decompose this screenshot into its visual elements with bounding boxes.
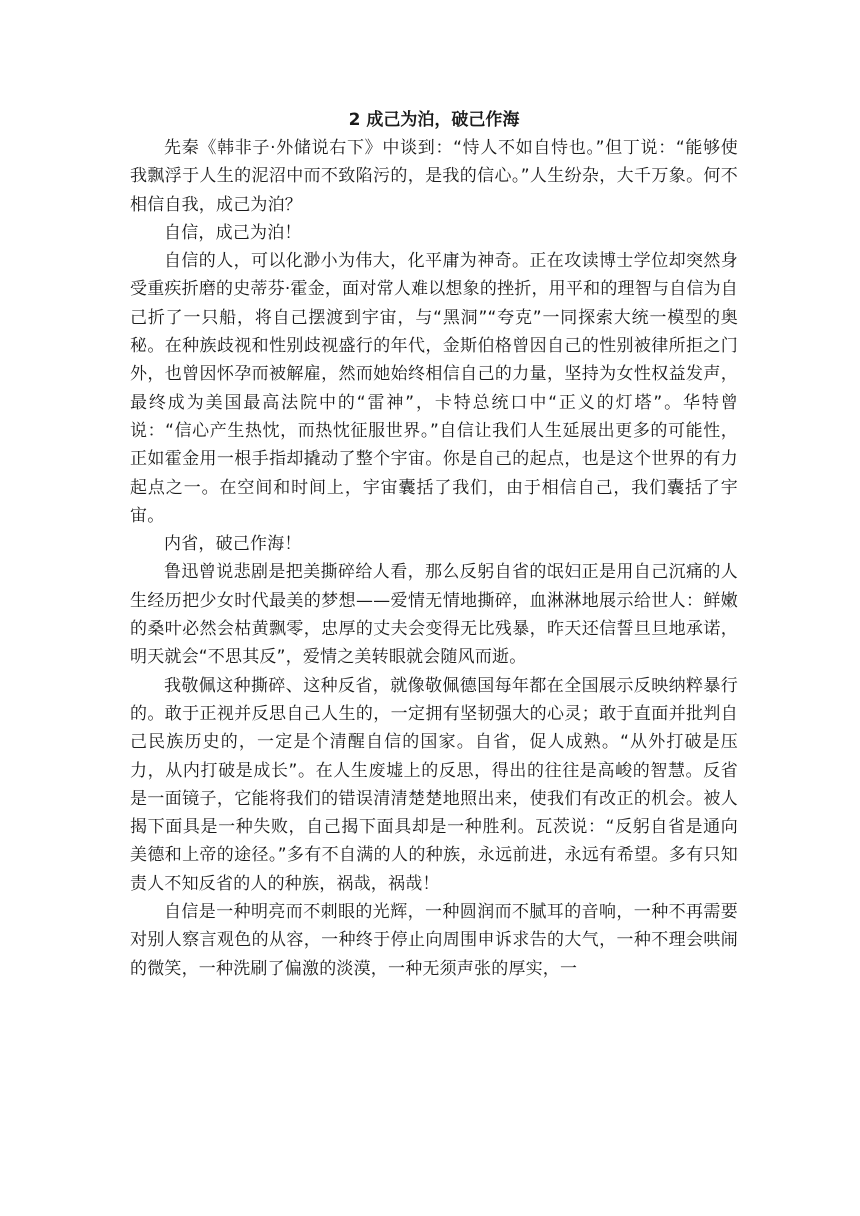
essay-title: 2 成己为泊，破己作海 (348, 110, 520, 130)
paragraph-thesis-introspection: 内省，破己作海！ (164, 534, 302, 555)
paragraph-intro: 先秦《韩非子·外储说右下》中谈到：“恃人不如自恃也。”但丁说：“能够使我飘浮于人生的泥沼中而不致陷污的，是我的信心。”人生纷杂，大千万象。何不相信自我，成己为泊？ (130, 138, 738, 215)
paragraph-conclusion: 自信是一种明亮而不刺眼的光辉，一种圆润而不腻耳的音响，一种不再需要对别人察言观色的从容，一种终于停止向周围申诉求告的大气，一种不理会哄闹的微笑，一种洗刷了偏激的淡漠，一种无须声张的厚实，一 (130, 902, 738, 979)
paragraph-thesis-confidence: 自信，成己为泊！ (164, 222, 302, 243)
document-body (130, 106, 738, 983)
paragraph-lu-xun: 鲁迅曾说悲剧是把美撕碎给人看，那么反躬自省的氓妇正是用自己沉痛的人生经历把少女时代最美的梦想——爱情无情地撕碎，血淋淋地展示给世人：鲜嫩的桑叶必然会枯黄飘零，忠厚的丈夫会变得无比残暴，昨天还信誓旦旦地承诺，明天就会“不思其反”，爱情之美转眼就会随风而逝。 (130, 562, 738, 668)
paragraph-reflection: 我敬佩这种撕碎、这种反省，就像敬佩德国每年都在全国展示反映纳粹暴行的。敢于正视并反思自己人生的，一定拥有坚韧强大的心灵；敢于直面并批判自己民族历史的，一定是个清醒自信的国家。自省，促人成熟。“从外打破是压力，从内打破是成长”。在人生废墟上的反思，得出的往往是高峻的智慧。反省是一面镜子，它能将我们的错误清清楚楚地照出来，使我们有改正的机会。被人揭下面具是一种失败，自己揭下面具却是一种胜利。瓦茨说：“反躬自省是通向美德和上帝的途径。”多有不自满的人的种族，永远前进，永远有希望。多有只知责人不知反省的人的种族，祸哉，祸哉！ (130, 675, 738, 894)
paragraph-confidence-examples: 自信的人，可以化渺小为伟大，化平庸为神奇。正在攻读博士学位却突然身受重疾折磨的史蒂芬·霍金，面对常人难以想象的挫折，用平和的理智与自信为自己折了一只船，将自己摆渡到宇宙，与“黑洞”“夸克”一同探索大统一模型的奥秘。在种族歧视和性别歧视盛行的年代，金斯伯格曾因自己的性别被律所拒之门外，也曾因怀孕而被解雇，然而她始终相信自己的力量，坚持为女性权益发声，最终成为美国最高法院中的“雷神”，卡特总统口中“正义的灯塔”。华特曾说：“信心产生热忱，而热忱征服世界。”自信让我们人生延展出更多的可能性，正如霍金用一根手指却撬动了整个宇宙。你是自己的起点，也是这个世界的有力起点之一。在空间和时间上，宇宙囊括了我们，由于相信自己，我们囊括了宇宙。 (130, 251, 738, 526)
